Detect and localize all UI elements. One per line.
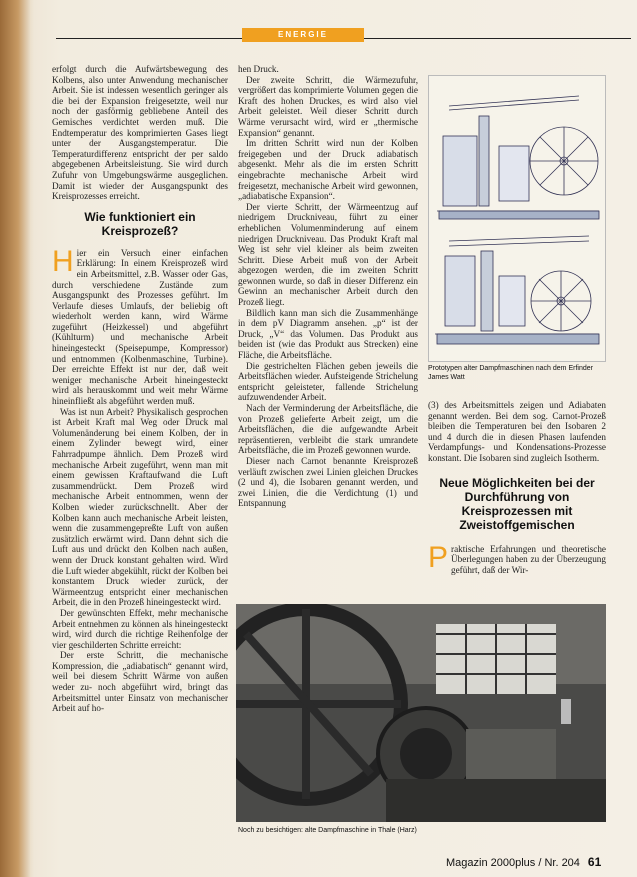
- col3-paragraph-1: (3) des Arbeitsmittels zeigen und Adiabaten genannt werden. Bei dem sog. Carnot-Prozeß bleiben die Temperaturen bei den Isobaren 2 und 4 durch die in diesen Phasen laufenden Verdampfungs- und Kondensations-Prozesse konstant. Die Isobaren sind zugleich Isotherm.: [428, 400, 606, 463]
- col1-paragraph-2-text: ier ein Versuch einer einfachen Erklärung: In einem Kreisprozeß wird ein Arbeitsmittel, z.B. Wasser oder Gas, durch verschiedene Zustände zum Ausgangspunkt des Prozesses geführt. Im Verlaufe dieses Umlaufs, der beliebig oft wiederholt werden kann, wird Wärme zugeführt (Heizkessel) und abgeführt (Kühlturm) und mechanische Arbeit hineingesteckt (Speisepumpe, Kompressor) und entnommen (Kolbenmaschine, Turbine). Der erreichte Effekt ist nur der, daß weit weniger mechanische Arbeit hineingesteckt wird als herauskommt und weit mehr Wärme hineinfließt als abgeführt werden muß.: [52, 247, 228, 407]
- section-tag: ENERGIE: [242, 28, 364, 42]
- heading-kreisprozess: Wie funktioniert ein Kreisprozeß?: [84, 209, 196, 238]
- col2-paragraph-2: Der zweite Schritt, die Wärmezufuhr, vergrößert das komprimierte Volumen gegen die Kraft des hohen Druckes, es wird also viel Arbeit geleistet. Weil dieser Schritt durch Wärme verursacht wird, wird er „thermische Expansion“ genannt.: [238, 74, 418, 138]
- col2-paragraph-3: Im dritten Schritt wird nun der Kolben freigegeben und der Druck adiabatisch abgesenkt. Mehr als die im ersten Schritt eingebrachte mechanische Arbeit wird freigesetzt, mechanische Arbeit wird gewonnen, „adiabatische Expansion“.: [238, 138, 418, 202]
- col2-paragraph-5: Bildlich kann man sich die Zusammenhänge in dem pV Diagramm ansehen. „p“ ist der Druck, „V“ das Volumen. Das Produkt aus beiden ist (wie das Produkt aus Strecken) eine Fläche, die Arbeitsfläche.: [238, 307, 418, 361]
- steam-engine-photo: [236, 604, 606, 822]
- col3-paragraph-2: [428, 540, 606, 576]
- caption-watt: Prototypen alter Dampfmaschinen nach dem Erfinder James Watt: [428, 365, 593, 381]
- col1-paragraph-5: Der erste Schritt, die mechanische Kompression, die „adiabatisch“ genannt wird, weil bei diesem Schritt Wärme von außen weder zu- noch abgeführt wird, bringt das Arbeitsmittel unter Einsatz von mechanischer Arbeit auf ho-: [52, 650, 228, 714]
- col1-paragraph-3: Was ist nun Arbeit? Physikalisch gesprochen ist Arbeit Kraft mal Weg oder Druck mal Volumenänderung bei einem Kolben, der in einem Zylinder bewegt wird, einer Fahrradpumpe ähnlich. Dem Prozeß wird mechanische Arbeit zugeführt, wenn man mit einem gewissen Kraftaufwand die Luft zusammendrückt. Dem Prozeß wird mechanische Arbeit entnommen, wenn der Kolben wieder zurückschnellt. Aber der Kolben kann auch mechanische Arbeit leisten, wenn die zusammengepreßte Luft von außen zusätzlich erwärmt wird. Dann dehnt sich die Luft aus und drückt den Kolben nach außen, wenn der Druck konstant gehalten wird. Wird die Luft wieder abgekühlt, rückt der Kolben bei konstantem Druck wieder zurück, der Wärmeentzug entspricht einer mechanischen Arbeit, die in den Prozeß hineingesteckt wird.: [52, 406, 228, 608]
- magazine-issue: Magazin 2000plus / Nr. 204: [446, 857, 580, 869]
- col2-paragraph-1: hen Druck.: [238, 64, 279, 74]
- thale-engine-photo: [236, 604, 606, 822]
- heading-neue-moeglichkeiten: Neue Möglichkeiten bei der Durchführung von Kreisprozessen mit Zweistoffgemischen: [439, 475, 595, 532]
- column-1: [52, 64, 228, 714]
- col1-paragraph-4: Der gewünschten Effekt, mehr mechanische Arbeit entnehmen zu können als hineingesteckt wird, wird durch die richtige Reihenfolge der vier geschilderten Schritte erreicht:: [52, 607, 228, 650]
- column-3: [428, 400, 606, 575]
- col2-paragraph-7: Nach der Verminderung der Arbeitsfläche, die von Prozeß gelieferte Arbeit zeigt, um die Arbeitsflächen, die die aufgewandte Arbeit repräsentieren, verbleibt die stark umrandete Arbeitsfläche, die im Prozeß gewonnen wurde.: [238, 403, 418, 456]
- col1-paragraph-2: [52, 244, 228, 407]
- column-2: [238, 64, 418, 509]
- caption-thale: Noch zu besichtigen: alte Dampfmaschine in Thale (Harz): [238, 827, 417, 834]
- dropcap-p: P: [428, 540, 449, 574]
- col2-paragraph-8: Dieser nach Carnot benannte Kreisprozeß verläuft zwischen zwei Linien gleichen Druckes (2 und 4), die Isobaren genannt werden, und zwei Linien, die die Verdichtung (1) und Entspannung: [238, 455, 418, 509]
- col1-paragraph-1: erfolgt durch die Aufwärtsbewegung des Kolbens, also unter Anwendung mechanischer Arbeit. Sie ist indessen wesentlich geringer als die bei der Expansion freigesetzte, weil nur noch der gasförmig gebliebene Anteil des Gemisches verdichtet werden muß. Die Endtemperatur des komprimierten Gases liegt unter der Ausgangstemperatur. Die Temperaturdifferenz entspricht der per saldo abgegebenen Arbeitsleistung. Sie wird durch Zufuhr von Umgebungswärme ausgeglichen. Damit ist wieder der Ausgangspunkt des Kreisprozesses erreicht.: [52, 64, 228, 202]
- watt-engine-drawings: [429, 76, 605, 361]
- col3-paragraph-2-text: raktische Erfahrungen und theoretische Überlegungen haben zu der Überzeugung geführt, daß der Wir-: [451, 543, 606, 575]
- book-spine: [0, 0, 30, 877]
- dropcap-h: H: [52, 244, 74, 278]
- col2-paragraph-6: Die gestrichelten Flächen geben jeweils die Arbeitsflächen wieder. Aufsteigende Strichelung entspricht geleisteter, fallende Strichelung aufzuwendender Arbeit.: [238, 360, 418, 403]
- page-footer: [446, 855, 601, 869]
- steam-engine-illustrations: [428, 75, 606, 362]
- page-number: 61: [587, 855, 602, 869]
- col2-paragraph-4: Der vierte Schritt, der Wärmeentzug auf niedrigem Druckniveau, führt zu einer erheblichen Volumenminderung auf einem niedrigen Druckniveau. Das Produkt Kraft mal Weg ist sehr viel kleiner als beim zweiten Schritt. Diese Arbeit muß von der Arbeit abgezogen werden, die im zweiten Schritt gewonnen wurde, so daß in dieser Differenz ein Gewinn an mechanischer Arbeit durch den Prozeß liegt.: [238, 201, 418, 308]
